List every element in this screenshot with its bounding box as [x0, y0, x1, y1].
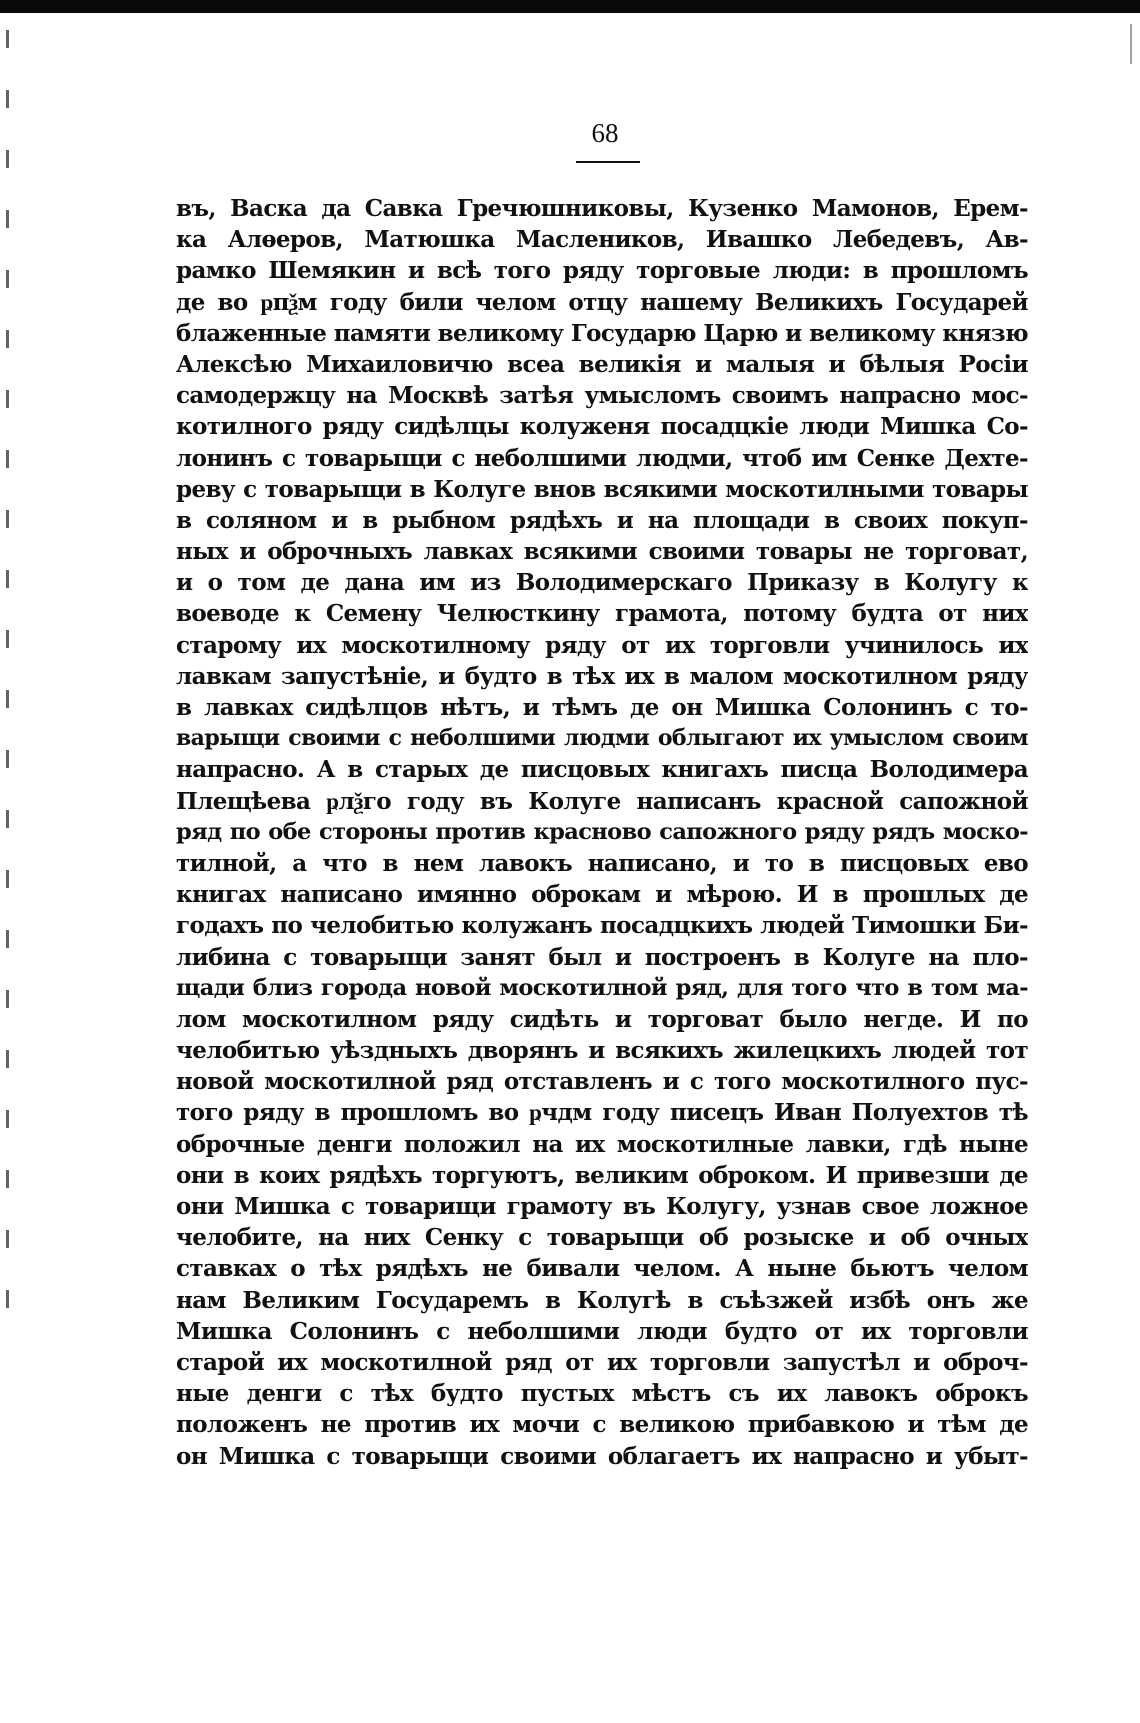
text-line: самодержцу на Москвѣ затѣя умысломъ своимъ напрасно мос-: [176, 382, 1028, 410]
text-line: Мишка Солонинъ с неболшими люди будто от их торговли: [176, 1317, 1028, 1345]
text-line: либина с товарыщи занят был и построенъ в Колуге на пло-: [176, 943, 1028, 971]
text-line: напрасно. А в старых де писцовых книгахъ писца Володимера: [176, 756, 1028, 784]
text-line: ставках о тѣх рядѣхъ не бивали челом. А ныне бьютъ челом: [176, 1255, 1028, 1283]
scan-left-edge: [6, 30, 9, 1330]
text-line: реву с товарыщи в Колуге внов всякими москотилными товары: [176, 475, 1028, 503]
page-number-rule: [576, 161, 640, 163]
text-line: лавкам запустѣніе, и будто в тѣх их в малом москотилном ряду: [176, 662, 1028, 690]
text-line: ка Алѳеров, Матюшка Маслеников, Ивашко Лебедевъ, Ав-: [176, 226, 1028, 254]
text-line: челобитью уѣздныхъ дворянъ и всякихъ жилецкихъ людей тот: [176, 1037, 1028, 1065]
text-line: новой москотилной ряд отставленъ и с того москотилного пус-: [176, 1068, 1028, 1096]
scan-right-edge: [1130, 24, 1132, 64]
text-line: въ, Васка да Савка Гречюшниковы, Кузенко Мамонов, Ерем-: [176, 195, 1028, 222]
text-line: в соляном и в рыбном рядѣхъ и на площади в своих покуп-: [176, 506, 1028, 534]
text-line: Плещѣева ҏлѯго году въ Колуге написанъ красной сапожной: [176, 787, 1028, 815]
text-line: оброчные денги положил на их москотилные лавки, гдѣ ныне: [176, 1130, 1028, 1158]
text-line: щади близ города новой москотилной ряд, для того что в том ма-: [176, 974, 1028, 1001]
text-line: ные денги с тѣх будто пустых мѣстъ съ их лавокъ оброкъ: [176, 1380, 1028, 1408]
text-line: лом москотилном ряду сидѣть и торговат было негде. И по: [176, 1005, 1028, 1033]
text-line: в лавках сидѣлцов нѣтъ, и тѣмъ де он Мишка Солонинъ с то-: [176, 694, 1028, 721]
text-line: и о том де дана им из Володимерскаго Приказу в Колугу к: [176, 569, 1028, 597]
text-line: рамко Шемякин и всѣ того ряду торговые люди: в прошломъ: [176, 257, 1028, 285]
text-line: котилного ряду сидѣлцы колуженя посадцкіе люди Мишка Со-: [176, 413, 1028, 441]
text-line: годахъ по челобитью колужанъ посадцкихъ людей Тимошки Би-: [176, 912, 1028, 940]
text-line: ряд по обе стороны против красново сапожного ряду рядъ моско-: [176, 818, 1028, 845]
text-line: воеводе к Семену Челюсткину грамота, потому будта от них: [176, 600, 1028, 628]
text-line: того ряду в прошломъ во ҏчдм году писецъ Иван Полуехтов тѣ: [176, 1099, 1028, 1127]
text-line: нам Великим Государемъ в Колугѣ в съѣзжей избѣ онъ же: [176, 1286, 1028, 1314]
text-line: старой их москотилной ряд от их торговли запустѣл и оброч-: [176, 1348, 1028, 1376]
body-text: [176, 193, 1028, 1472]
text-line: блаженные памяти великому Государю Царю и великому князю: [176, 319, 1028, 347]
text-line: книгах написано имянно оброкам и мѣрою. И в прошлых де: [176, 881, 1028, 909]
text-line: он Мишка с товарыщи своими облагаетъ их напрасно и убыт-: [176, 1442, 1028, 1470]
scan-top-border: [0, 0, 1140, 13]
text-line: старому их москотилному ряду от их торговли учинилось их: [176, 631, 1028, 659]
text-line: Алексѣю Михаиловичю всеа великія и малыя и бѣлыя Росіи: [176, 350, 1028, 378]
text-line: они в коих рядѣхъ торгуютъ, великим оброком. И привезши де: [176, 1161, 1028, 1189]
text-line: варыщи своими с неболшими людми облыгают их умыслом своим: [176, 725, 1028, 752]
text-line: де во ҏпѯм году били челом отцу нашему Великихъ Государей: [176, 288, 1028, 316]
text-line: лонинъ с товарыщи с неболшими людми, чтоб им Сенке Дехте-: [176, 444, 1028, 472]
text-line: они Мишка с товарищи грамоту въ Колугу, узнав свое ложное: [176, 1193, 1028, 1220]
text-line: тилной, а что в нем лавокъ написано, и то в писцовых ево: [176, 849, 1028, 877]
text-line: челобите, на них Сенку с товарыщи об розыске и об очных: [176, 1224, 1028, 1252]
text-line: ных и оброчныхъ лавках всякими своими товары не торговат,: [176, 538, 1028, 566]
page-number: 68: [591, 118, 619, 148]
text-line: положенъ не против их мочи с великою прибавкою и тѣм де: [176, 1411, 1028, 1439]
